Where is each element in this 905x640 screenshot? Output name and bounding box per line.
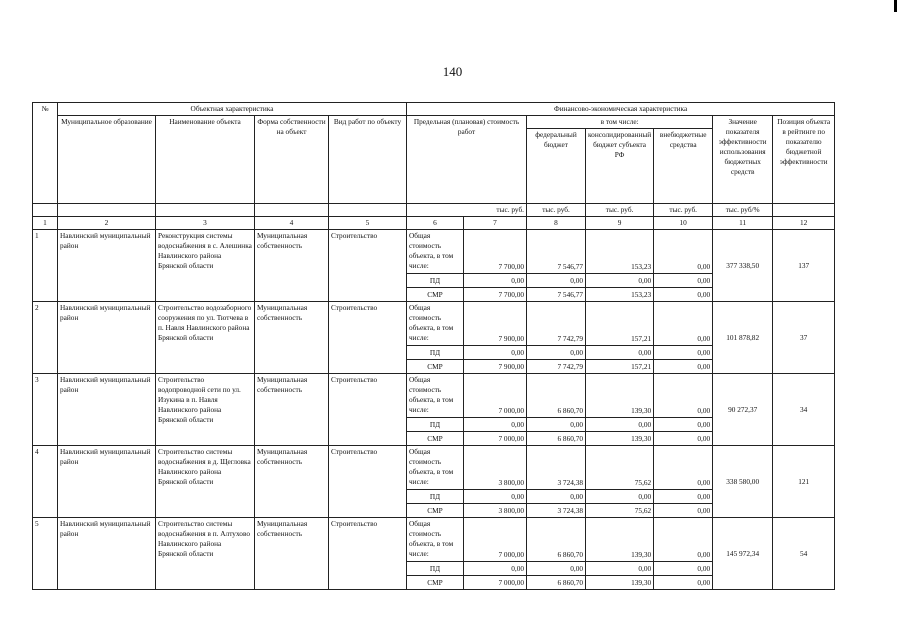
row-number: 2 <box>33 302 58 374</box>
federal-cell: 6 860,70 <box>527 432 586 446</box>
work-type-cell: Строительство <box>329 518 407 590</box>
unit-value: тыс. руб/% <box>713 204 773 217</box>
unit-cost: тыс. руб. <box>407 204 527 217</box>
column-number: 12 <box>773 217 835 230</box>
consolidated-cell: 139,30 <box>586 432 654 446</box>
cost-line-label: СМР <box>407 576 464 590</box>
extrabudget-cell: 0,00 <box>654 418 713 432</box>
extrabudget-cell: 0,00 <box>654 374 713 418</box>
unit-federal: тыс. руб. <box>527 204 586 217</box>
units-empty <box>33 204 58 217</box>
extrabudget-cell: 0,00 <box>654 274 713 288</box>
consolidated-cell: 0,00 <box>586 274 654 288</box>
federal-cell: 0,00 <box>527 490 586 504</box>
header-municipality: Муниципальное образование <box>58 116 156 204</box>
cost-line-label: СМР <box>407 504 464 518</box>
column-number: 1 <box>33 217 58 230</box>
total-cost-cell: 0,00 <box>464 346 527 360</box>
header-efficiency-value: Значение показателя эффективности использования бюджетных средств <box>713 116 773 204</box>
rating-position-cell: 137 <box>773 230 835 302</box>
cost-line-label: СМР <box>407 288 464 302</box>
column-number: 4 <box>255 217 329 230</box>
cost-line-label: Общая стоимость объекта, в том числе: <box>407 374 464 418</box>
column-numbers-row <box>33 217 835 230</box>
extrabudget-cell: 0,00 <box>654 504 713 518</box>
total-cost-cell: 0,00 <box>464 274 527 288</box>
rating-position-cell: 34 <box>773 374 835 446</box>
federal-cell: 7 546,77 <box>527 288 586 302</box>
cost-line-label: СМР <box>407 360 464 374</box>
municipality-cell: Навлинский муниципальный район <box>58 230 156 302</box>
cost-line-label: ПД <box>407 562 464 576</box>
page-number: 140 <box>442 64 463 79</box>
total-cost-cell: 7 900,00 <box>464 302 527 346</box>
object-name-cell: Строительство водопроводной сети по ул. Изукина в п. Навля Навлинского района Брянской области <box>156 374 255 446</box>
cost-line-label: ПД <box>407 274 464 288</box>
object-name-cell: Строительство водозаборного сооружения по ул. Тютчева в п. Навля Навлинского района Брянской области <box>156 302 255 374</box>
units-row <box>33 204 835 217</box>
column-number: 10 <box>654 217 713 230</box>
table-row <box>33 230 835 274</box>
extrabudget-cell: 0,00 <box>654 302 713 346</box>
unit-extrabudget: тыс. руб. <box>654 204 713 217</box>
efficiency-value-cell: 145 972,34 <box>713 518 773 590</box>
header-object-characteristics: Объектная характеристика <box>58 103 407 116</box>
extrabudget-cell: 0,00 <box>654 288 713 302</box>
header-consolidated: консолидированный бюджет субъекта РФ <box>586 129 654 204</box>
municipality-cell: Навлинский муниципальный район <box>58 446 156 518</box>
column-number: 8 <box>527 217 586 230</box>
consolidated-cell: 139,30 <box>586 518 654 562</box>
cost-line-label: Общая стоимость объекта, в том числе: <box>407 446 464 490</box>
municipality-cell: Навлинский муниципальный район <box>58 374 156 446</box>
column-number: 5 <box>329 217 407 230</box>
table-row <box>33 302 835 346</box>
ownership-cell: Муниципальная собственность <box>255 446 329 518</box>
units-empty <box>773 204 835 217</box>
total-cost-cell: 7 000,00 <box>464 576 527 590</box>
object-name-cell: Строительство системы водоснабжения в п. Алтухово Навлинского района Брянской области <box>156 518 255 590</box>
total-cost-cell: 7 000,00 <box>464 432 527 446</box>
column-number: 3 <box>156 217 255 230</box>
efficiency-value-cell: 338 580,00 <box>713 446 773 518</box>
cost-line-label: Общая стоимость объекта, в том числе: <box>407 230 464 274</box>
work-type-cell: Строительство <box>329 302 407 374</box>
cost-line-label: ПД <box>407 418 464 432</box>
extrabudget-cell: 0,00 <box>654 518 713 562</box>
total-cost-cell: 7 700,00 <box>464 288 527 302</box>
cost-line-label: ПД <box>407 490 464 504</box>
units-empty <box>329 204 407 217</box>
total-cost-cell: 0,00 <box>464 562 527 576</box>
column-number: 9 <box>586 217 654 230</box>
cost-line-label: Общая стоимость объекта, в том числе: <box>407 518 464 562</box>
rating-position-cell: 121 <box>773 446 835 518</box>
row-number: 1 <box>33 230 58 302</box>
consolidated-cell: 157,21 <box>586 302 654 346</box>
column-number: 2 <box>58 217 156 230</box>
extrabudget-cell: 0,00 <box>654 346 713 360</box>
units-empty <box>255 204 329 217</box>
ownership-cell: Муниципальная собственность <box>255 374 329 446</box>
table-row <box>33 518 835 562</box>
consolidated-cell: 0,00 <box>586 418 654 432</box>
ownership-cell: Муниципальная собственность <box>255 230 329 302</box>
federal-cell: 3 724,38 <box>527 446 586 490</box>
extrabudget-cell: 0,00 <box>654 360 713 374</box>
header-row-1 <box>33 103 835 116</box>
federal-cell: 6 860,70 <box>527 374 586 418</box>
federal-cell: 3 724,38 <box>527 504 586 518</box>
work-type-cell: Строительство <box>329 446 407 518</box>
efficiency-value-cell: 377 338,50 <box>713 230 773 302</box>
municipality-cell: Навлинский муниципальный район <box>58 518 156 590</box>
object-name-cell: Реконструкция системы водоснабжения в с. Алешинка Навлинского района Брянской области <box>156 230 255 302</box>
units-empty <box>156 204 255 217</box>
total-cost-cell: 0,00 <box>464 418 527 432</box>
extrabudget-cell: 0,00 <box>654 490 713 504</box>
total-cost-cell: 7 700,00 <box>464 230 527 274</box>
row-number: 3 <box>33 374 58 446</box>
cost-line-label: СМР <box>407 432 464 446</box>
total-cost-cell: 7 900,00 <box>464 360 527 374</box>
total-cost-cell: 3 800,00 <box>464 446 527 490</box>
extrabudget-cell: 0,00 <box>654 432 713 446</box>
header-row-2 <box>33 116 835 129</box>
consolidated-cell: 139,30 <box>586 374 654 418</box>
efficiency-value-cell: 90 272,37 <box>713 374 773 446</box>
column-number: 6 <box>407 217 464 230</box>
header-work-type: Вид работ по объекту <box>329 116 407 204</box>
extrabudget-cell: 0,00 <box>654 562 713 576</box>
header-financial-characteristics: Финансово-экономическая характеристика <box>407 103 835 116</box>
ownership-cell: Муниципальная собственность <box>255 302 329 374</box>
cost-line-label: ПД <box>407 346 464 360</box>
header-max-cost: Предельная (плановая) стоимость работ <box>407 116 527 204</box>
municipality-cell: Навлинский муниципальный район <box>58 302 156 374</box>
header-rating-position: Позиция объекта в рейтинге по показателю бюджетной эффективности <box>773 116 835 204</box>
table-row <box>33 446 835 490</box>
header-object-name: Наименование объекта <box>156 116 255 204</box>
object-name-cell: Строительство системы водоснабжения в д. Щегловка Навлинского района Брянской области <box>156 446 255 518</box>
consolidated-cell: 153,23 <box>586 230 654 274</box>
federal-cell: 0,00 <box>527 346 586 360</box>
scan-edge-mark <box>894 0 897 12</box>
table-body <box>33 103 835 590</box>
consolidated-cell: 139,30 <box>586 576 654 590</box>
column-number: 11 <box>713 217 773 230</box>
unit-consolidated: тыс. руб. <box>586 204 654 217</box>
consolidated-cell: 0,00 <box>586 490 654 504</box>
row-number: 5 <box>33 518 58 590</box>
total-cost-cell: 3 800,00 <box>464 504 527 518</box>
rating-position-cell: 37 <box>773 302 835 374</box>
header-federal: федеральный бюджет <box>527 129 586 204</box>
header-num: № <box>33 103 58 204</box>
consolidated-cell: 75,62 <box>586 504 654 518</box>
total-cost-cell: 0,00 <box>464 490 527 504</box>
consolidated-cell: 0,00 <box>586 346 654 360</box>
table-row <box>33 374 835 418</box>
total-cost-cell: 7 000,00 <box>464 374 527 418</box>
cost-line-label: Общая стоимость объекта, в том числе: <box>407 302 464 346</box>
federal-cell: 0,00 <box>527 418 586 432</box>
units-empty <box>58 204 156 217</box>
header-extrabudget: внебюджетные средства <box>654 129 713 204</box>
federal-cell: 6 860,70 <box>527 518 586 562</box>
row-number: 4 <box>33 446 58 518</box>
federal-cell: 6 860,70 <box>527 576 586 590</box>
federal-cell: 7 742,79 <box>527 302 586 346</box>
consolidated-cell: 157,21 <box>586 360 654 374</box>
extrabudget-cell: 0,00 <box>654 446 713 490</box>
federal-cell: 7 742,79 <box>527 360 586 374</box>
ownership-cell: Муниципальная собственность <box>255 518 329 590</box>
federal-cell: 7 546,77 <box>527 230 586 274</box>
extrabudget-cell: 0,00 <box>654 576 713 590</box>
work-type-cell: Строительство <box>329 374 407 446</box>
header-including: в том числе: <box>527 116 713 129</box>
extrabudget-cell: 0,00 <box>654 230 713 274</box>
work-type-cell: Строительство <box>329 230 407 302</box>
federal-cell: 0,00 <box>527 274 586 288</box>
rating-position-cell: 54 <box>773 518 835 590</box>
consolidated-cell: 0,00 <box>586 562 654 576</box>
efficiency-value-cell: 101 878,82 <box>713 302 773 374</box>
consolidated-cell: 75,62 <box>586 446 654 490</box>
federal-cell: 0,00 <box>527 562 586 576</box>
header-ownership: Форма собственности на объект <box>255 116 329 204</box>
column-number: 7 <box>464 217 527 230</box>
total-cost-cell: 7 000,00 <box>464 518 527 562</box>
investment-objects-table <box>32 102 835 590</box>
consolidated-cell: 153,23 <box>586 288 654 302</box>
